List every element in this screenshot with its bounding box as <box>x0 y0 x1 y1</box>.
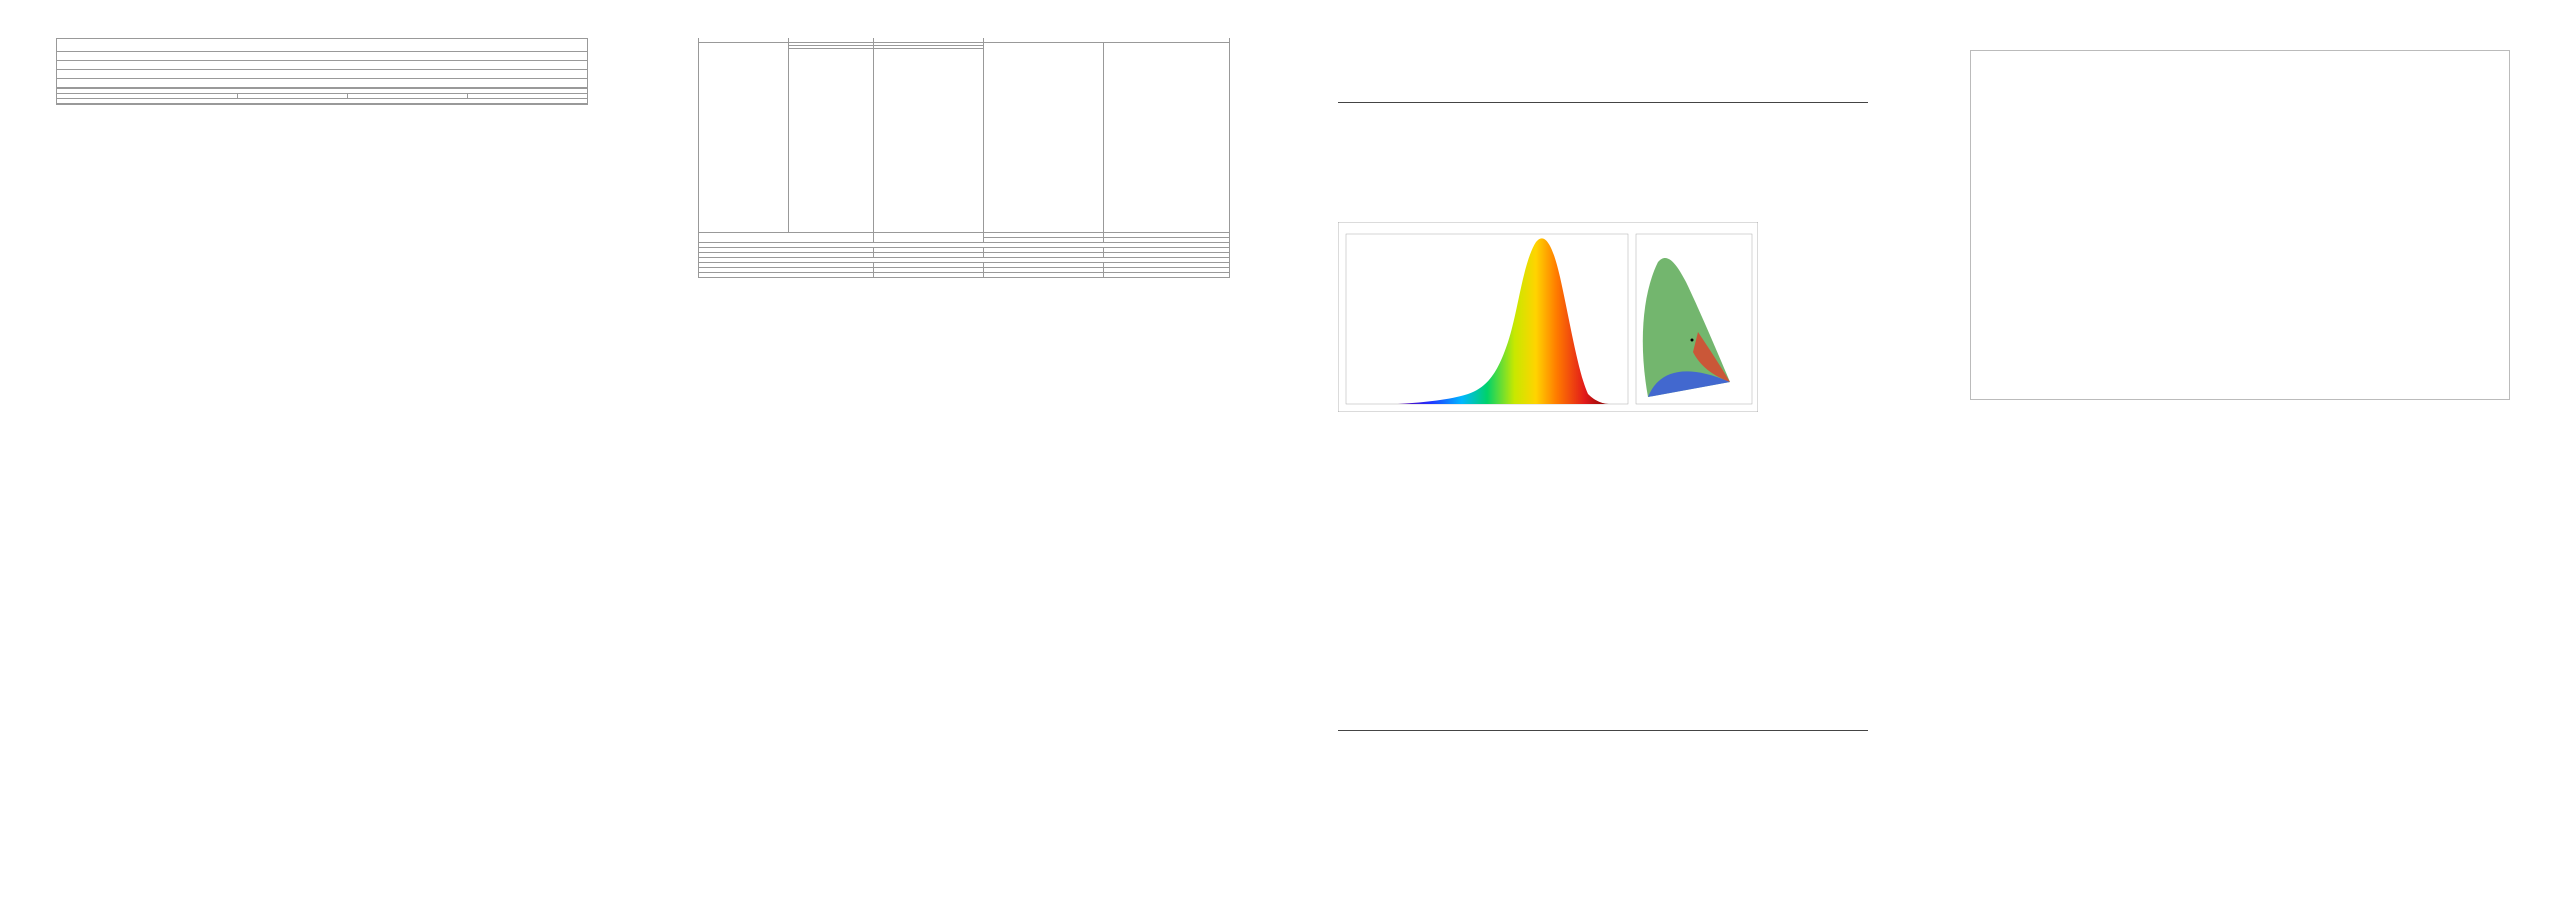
dims-label <box>699 43 789 233</box>
product-info-sheet <box>56 38 588 105</box>
equiv-value <box>874 233 984 243</box>
page-3 <box>1280 0 1920 905</box>
qr-code[interactable] <box>2421 61 2497 137</box>
header-divider <box>1338 102 1868 103</box>
params-table-continued <box>698 38 1230 278</box>
footer-divider <box>1338 730 1868 731</box>
equiv-label <box>699 233 874 243</box>
page-1 <box>0 0 640 905</box>
svm-value <box>1104 273 1230 278</box>
eprel-card <box>1970 50 2510 400</box>
regulation-text <box>57 43 587 52</box>
type-row <box>57 79 587 88</box>
dim-depth-value <box>874 49 984 233</box>
page-2 <box>640 0 1280 905</box>
general-params-header <box>57 99 587 104</box>
flicker-value <box>874 273 984 278</box>
cie-point <box>1691 339 1694 342</box>
supplier-row <box>57 52 587 61</box>
model-row <box>57 70 587 79</box>
light-source-type-table <box>57 88 587 104</box>
spd-value <box>1104 43 1230 233</box>
dim-depth-label <box>789 49 874 233</box>
spectrum-chart <box>1338 222 1758 412</box>
page-4 <box>1920 0 2560 905</box>
svm-label <box>984 273 1104 278</box>
spectrum-plot-area <box>1346 234 1628 404</box>
flicker-label <box>699 273 874 278</box>
product-info-continued <box>698 38 1230 286</box>
spd-label <box>984 43 1104 233</box>
address-row <box>57 61 587 70</box>
